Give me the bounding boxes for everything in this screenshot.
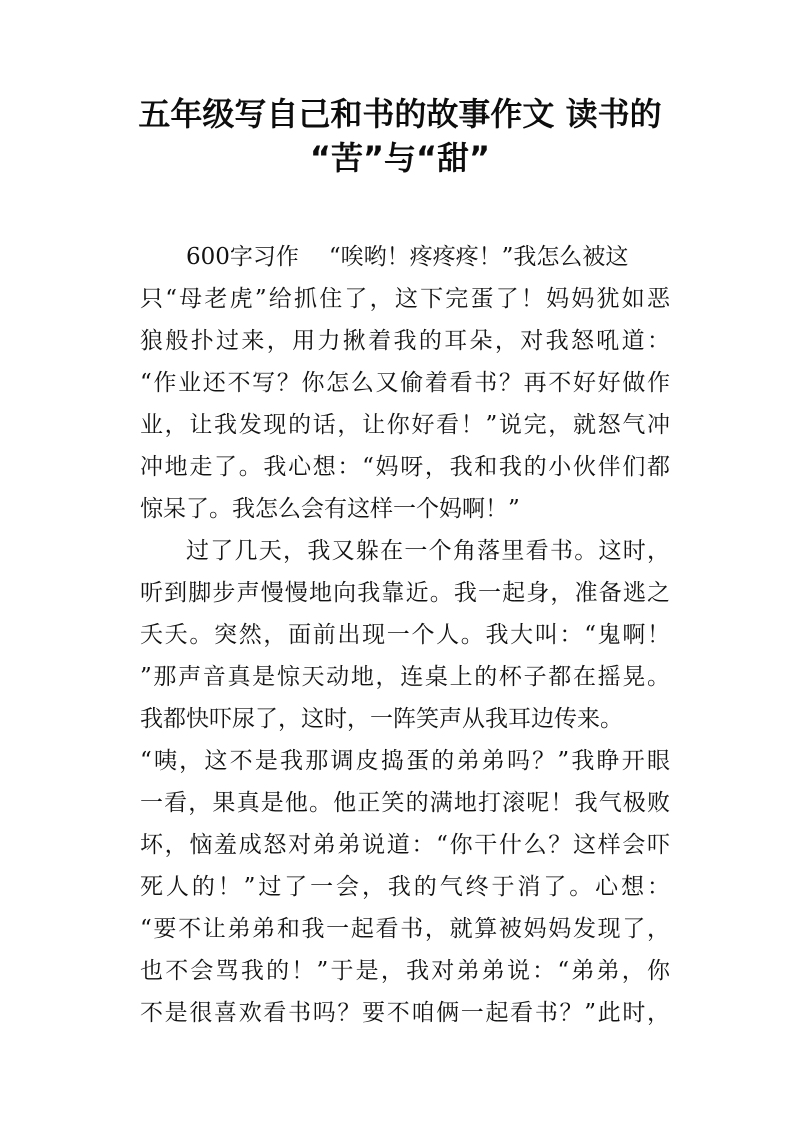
text-line: 也不会骂我的！”于是，我对弟弟说：“弟弟，你 xyxy=(140,958,670,984)
text-line: 听到脚步声慢慢地向我靠近。我一起身，准备逃之 xyxy=(140,580,670,606)
text-line: 一看，果真是他。他正笑的满地打滚呢！我气极败 xyxy=(140,790,670,816)
text-line: 惊呆了。我怎么会有这样一个妈啊！” xyxy=(140,496,520,522)
text-line: 夭夭。突然，面前出现一个人。我大叫：“鬼啊！ xyxy=(140,622,670,648)
text-line: “咦，这不是我那调皮捣蛋的弟弟吗？”我睁开眼 xyxy=(140,748,670,774)
text-line: 死人的！”过了一会，我的气终于消了。心想： xyxy=(140,874,670,900)
text-line: 过了几天，我又躲在一个角落里看书。这时， xyxy=(186,538,670,564)
text-line: ”那声音真是惊天动地，连桌上的杯子都在摇晃。 xyxy=(140,664,670,690)
text-line: 我都快吓尿了，这时，一阵笑声从我耳边传来。 xyxy=(140,706,623,732)
text-line: 不是很喜欢看书吗？要不咱俩一起看书？”此时， xyxy=(140,1000,670,1026)
text-line-content: “唉哟！疼疼疼！”我怎么被这 xyxy=(328,244,629,270)
essay-body xyxy=(140,236,670,1034)
title-line-1: 五年级写自己和书的故事作文 读书的 xyxy=(138,95,662,133)
text-line: 坏，恼羞成怒对弟弟说道：“你干什么？这样会吓 xyxy=(140,832,670,858)
text-line: “要不让弟弟和我一起看书，就算被妈妈发现了， xyxy=(140,916,670,942)
text-line: 冲地走了。我心想：“妈呀，我和我的小伙伴们都 xyxy=(140,454,670,480)
text-line: 狼般扑过来，用力揪着我的耳朵，对我怒吼道： xyxy=(140,328,670,354)
text-line: 只“母老虎”给抓住了，这下完蛋了！妈妈犹如恶 xyxy=(140,286,670,312)
text-line xyxy=(140,236,670,278)
essay-label: 600字习作 xyxy=(186,244,299,270)
text-line: “作业还不写？你怎么又偷着看书？再不好好做作 xyxy=(140,370,670,396)
title-line-2: “苦”与“甜” xyxy=(309,139,491,177)
page-title xyxy=(110,92,690,180)
text-line: 业，让我发现的话，让你好看！”说完，就怒气冲 xyxy=(140,412,670,438)
